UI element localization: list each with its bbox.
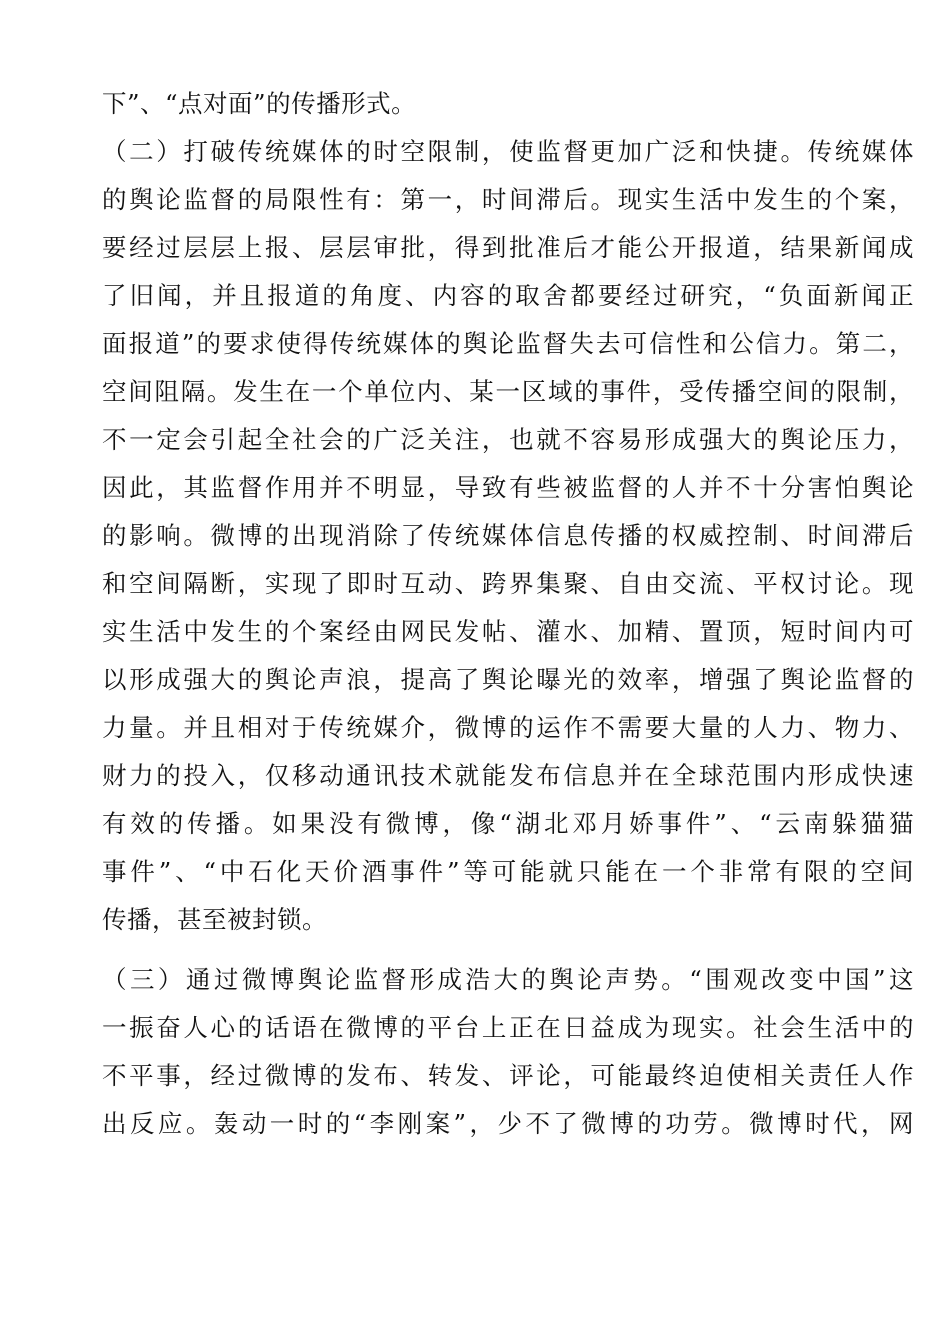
text-line: 要经过层层上报、层层审批，得到批准后才能公开报道，结果新闻成 [102,233,914,262]
text-line: 空间阻隔。发生在一个单位内、某一区域的事件，受传播空间的限制， [102,377,914,406]
text-line: （二）打破传统媒体的时空限制，使监督更加广泛和快捷。传统媒体 [102,137,914,166]
text-line: 面报道”的要求使得传统媒体的舆论监督失去可信性和公信力。第二， [102,329,914,358]
text-line: 有效的传播。如果没有微博，像“湖北邓月娇事件”、“云南躲猫猫 [102,809,914,838]
text-line: 一振奋人心的话语在微博的平台上正在日益成为现实。社会生活中的 [102,1013,914,1042]
text-line: （三）通过微博舆论监督形成浩大的舆论声势。“围观改变中国”这 [102,965,914,994]
text-line: 和空间隔断，实现了即时互动、跨界集聚、自由交流、平权讨论。现 [102,569,914,598]
text-line: 的舆论监督的局限性有：第一，时间滞后。现实生活中发生的个案， [102,185,914,214]
text-line: 以形成强大的舆论声浪，提高了舆论曝光的效率，增强了舆论监督的 [102,665,914,694]
text-line: 实生活中发生的个案经由网民发帖、灌水、加精、置顶，短时间内可 [102,617,914,646]
text-line: 力量。并且相对于传统媒介，微博的运作不需要大量的人力、物力、 [102,713,914,742]
text-line: 不平事，经过微博的发布、转发、评论，可能最终迫使相关责任人作 [102,1061,914,1090]
text-line: 传播，甚至被封锁。 [102,905,327,934]
text-line: 出反应。轰动一时的“李刚案”，少不了微博的功劳。微博时代，网 [102,1109,914,1138]
text-line: 因此，其监督作用并不明显，导致有些被监督的人并不十分害怕舆论 [102,473,914,502]
text-line: 下”、“点对面”的传播形式。 [102,89,417,118]
text-line: 财力的投入，仅移动通讯技术就能发布信息并在全球范围内形成快速 [102,761,914,790]
text-line: 了旧闻，并且报道的角度、内容的取舍都要经过研究，“负面新闻正 [102,281,914,310]
text-line: 的影响。微博的出现消除了传统媒体信息传播的权威控制、时间滞后 [102,521,914,550]
text-line: 事件”、“中石化天价酒事件”等可能就只能在一个非常有限的空间 [102,857,914,886]
text-line: 不一定会引起全社会的广泛关注，也就不容易形成强大的舆论压力， [102,425,914,454]
